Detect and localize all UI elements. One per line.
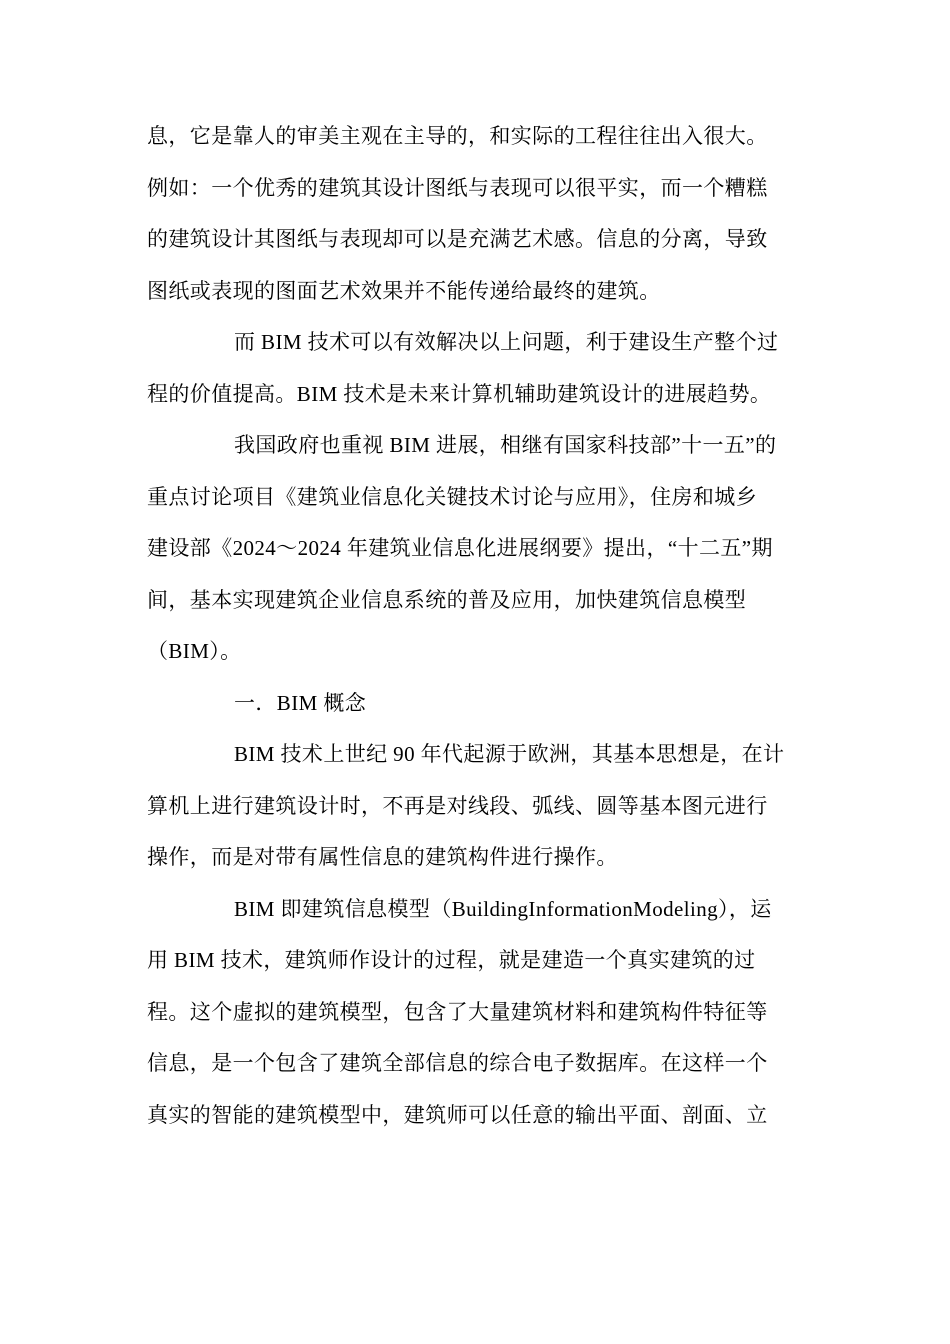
text-line: （BIM）。 xyxy=(147,639,242,663)
heading-text: 一．BIM 概念 xyxy=(234,690,367,715)
paragraph xyxy=(147,111,807,317)
text-line: 间，基本实现建筑企业信息系统的普及应用，加快建筑信息模型 xyxy=(147,587,747,612)
text-line: 程的价值提高。BIM 技术是未来计算机辅助建筑设计的进展趋势。 xyxy=(147,381,772,406)
text-line: 例如：一个优秀的建筑其设计图纸与表现可以很平实，而一个糟糕 xyxy=(147,175,768,200)
paragraph xyxy=(147,729,807,884)
text-line: 重点讨论项目《建筑业信息化关键技术讨论与应用》，住房和城乡 xyxy=(147,484,758,509)
text-line: 算机上进行建筑设计时，不再是对线段、弧线、圆等基本图元进行 xyxy=(147,793,768,818)
text-line: BIM 技术上世纪 90 年代起源于欧洲，其基本思想是，在计 xyxy=(234,742,785,766)
paragraph xyxy=(147,317,807,420)
text-line: 真实的智能的建筑模型中，建筑师可以任意的输出平面、剖面、立 xyxy=(147,1102,768,1127)
text-line: 我国政府也重视 BIM 进展，相继有国家科技部”十一五”的 xyxy=(234,433,777,457)
paragraph xyxy=(147,420,807,678)
text-line: 息，它是靠人的审美主观在主导的，和实际的工程往往出入很大。 xyxy=(147,124,768,148)
text-line: 图纸或表现的图面艺术效果并不能传递给最终的建筑。 xyxy=(147,278,661,303)
text-line: 操作，而是对带有属性信息的建筑构件进行操作。 xyxy=(147,845,618,869)
paragraph xyxy=(147,884,807,1142)
text-line: 而 BIM 技术可以有效解决以上问题，利于建设生产整个过 xyxy=(234,330,779,354)
text-line: 信息，是一个包含了建筑全部信息的综合电子数据库。在这样一个 xyxy=(147,1051,768,1075)
text-line: 建设部《2024～2024 年建筑业信息化进展纲要》提出，“十二五”期 xyxy=(147,536,773,560)
text-line: 的建筑设计其图纸与表现却可以是充满艺术感。信息的分离，导致 xyxy=(147,227,768,251)
text-line: BIM 即建筑信息模型（BuildingInformationModeling），运 xyxy=(234,896,772,921)
text-line: 程。这个虚拟的建筑模型，包含了大量建筑材料和建筑构件特征等 xyxy=(147,999,768,1024)
section-heading xyxy=(147,678,807,730)
text-line: 用 BIM 技术，建筑师作设计的过程，就是建造一个真实建筑的过 xyxy=(147,948,756,972)
body-text xyxy=(147,111,807,1141)
